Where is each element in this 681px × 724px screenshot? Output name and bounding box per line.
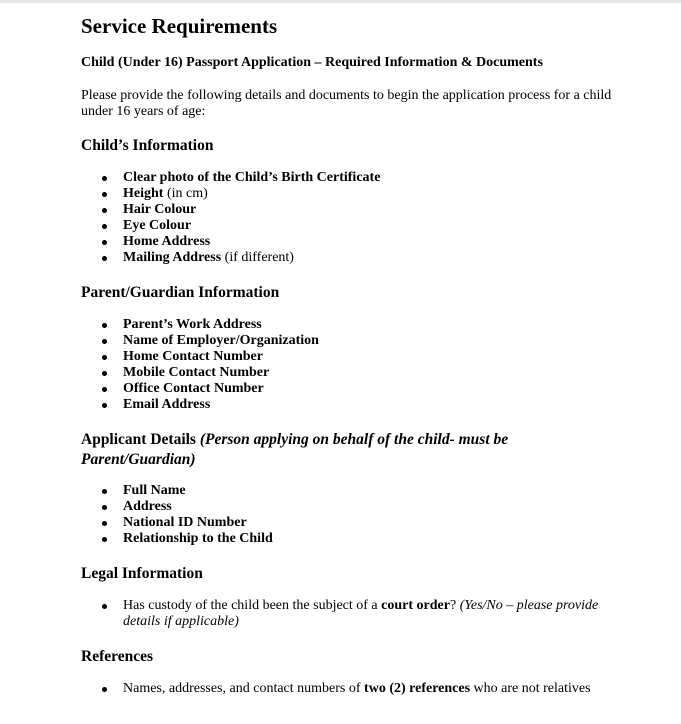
bullet-icon [102,323,107,328]
item-note: (in cm) [163,186,208,201]
bullet-icon [102,256,107,261]
intro-paragraph: Please provide the following details and documents to begin the application process for a child under 16 years of age: [81,88,612,119]
item-text: Has custody of the child been the subject of a [123,598,382,613]
bullet-icon [102,521,107,526]
bullet-icon [102,371,107,376]
list-item [81,381,641,397]
list-item [81,333,641,349]
list-item [81,681,641,697]
item-label: Full Name [123,483,186,498]
list-item [81,317,641,333]
item-label: Email Address [123,397,211,412]
bullet-icon [102,339,107,344]
page-title: Service Requirements [81,14,278,38]
item-label: Height [123,186,164,201]
item-note: (if different) [221,250,294,265]
item-label: Address [123,499,172,514]
bullet-icon [102,505,107,510]
item-text: Names, addresses, and contact numbers of [123,681,365,696]
list-item [81,515,641,531]
legal-info-list [81,598,641,630]
bullet-icon [102,208,107,213]
item-label: Hair Colour [123,202,197,217]
applicant-heading [81,430,561,470]
list-item [81,365,641,381]
bullet-icon [102,355,107,360]
item-label: Relationship to the Child [123,531,273,546]
parent-info-heading: Parent/Guardian Information [81,284,280,301]
bullet-icon [102,537,107,542]
bullet-icon [102,604,107,609]
top-border [0,0,681,3]
bullet-icon [102,176,107,181]
bullet-icon [102,403,107,408]
bullet-icon [102,224,107,229]
list-item [81,234,641,250]
item-emphasis: court order [381,598,450,613]
item-note: (Yes/No – please provide details if applicable) [123,598,599,629]
bullet-icon [102,240,107,245]
item-label: Mobile Contact Number [123,365,270,380]
item-label: Home Contact Number [123,349,263,364]
list-item [81,202,641,218]
list-item [81,186,641,202]
applicant-heading-label: Applicant Details [81,431,196,448]
list-item [81,250,641,266]
item-label: Name of Employer/Organization [123,333,319,348]
references-list [81,681,641,697]
legal-info-heading: Legal Information [81,565,203,582]
list-item [81,499,641,515]
bullet-icon [102,192,107,197]
references-heading: References [81,648,154,665]
list-item [81,218,641,234]
item-label: Home Address [123,234,211,249]
item-label: Eye Colour [123,218,192,233]
child-info-list [81,170,641,266]
item-label: Parent’s Work Address [123,317,262,332]
list-item [81,397,641,413]
list-item [81,531,641,547]
parent-info-list [81,317,641,413]
bullet-icon [102,489,107,494]
applicant-heading-note: (Person applying on behalf of the child- must be Parent/Guardian) [81,431,509,468]
item-punct: ? [449,598,460,613]
applicant-list [81,483,641,547]
document-subtitle: Child (Under 16) Passport Application – Required Information & Documents [81,55,543,70]
bullet-icon [102,387,107,392]
item-label: National ID Number [123,515,247,530]
item-label: Office Contact Number [123,381,264,396]
list-item [81,598,613,630]
list-item [81,170,641,186]
item-text-end: who are not relatives [470,681,591,696]
list-item [81,483,641,499]
bullet-icon [102,687,107,692]
child-info-heading: Child’s Information [81,137,214,154]
item-label: Clear photo of the Child’s Birth Certificate [123,170,381,185]
item-label: Mailing Address [123,250,222,265]
item-emphasis: two (2) references [364,681,471,696]
list-item [81,349,641,365]
